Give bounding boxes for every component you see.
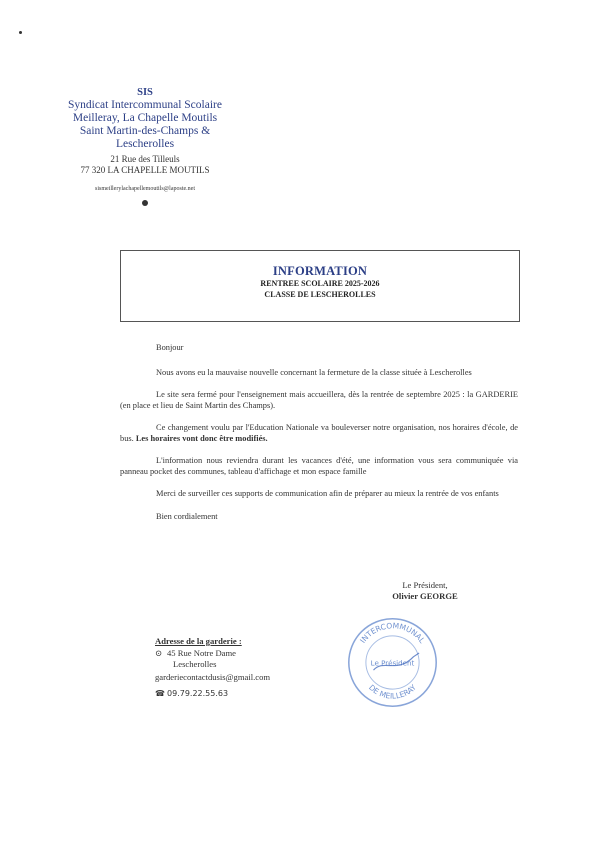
address-line: 77 320 LA CHAPELLE MOUTILS (80, 165, 210, 175)
stamp-top-text: INTERCOMMUNAL (358, 621, 427, 645)
signature-block (380, 580, 470, 602)
garderie-street: 45 Rue Notre Dame (167, 647, 236, 658)
letterhead (55, 86, 235, 206)
paragraph (120, 423, 518, 444)
signatory-role: Le Président, (402, 580, 448, 590)
address-line: 21 Rue des Tilleuls (110, 154, 180, 164)
info-subtitle: RENTREE SCOLAIRE 2025-2026 (260, 279, 380, 288)
garderie-email[interactable]: garderiecontactdusis@gmail.com (155, 671, 271, 682)
signatory-name: Olivier GEORGE (392, 591, 458, 601)
org-name-line: Syndicat Intercommunal Scolaire (68, 99, 222, 111)
org-email[interactable]: sismeillerylachapellemoutils@laposte.net (95, 186, 195, 192)
greeting: Bonjour (156, 343, 184, 352)
org-name-line: Meilleray, La Chapelle Moutils (72, 112, 218, 124)
garderie-phone[interactable]: 09.79.22.55.63 (167, 689, 229, 698)
svg-text:DE MEILLERAY (367, 683, 418, 701)
letter-body (120, 343, 518, 522)
garderie-address-block (155, 636, 270, 700)
paragraph: Nous avons eu la mauvaise nouvelle concernant la fermeture de la classe située à Lescherolles (156, 367, 472, 377)
garderie-phone-row (155, 688, 270, 700)
org-name-line: Saint Martin-des-Champs & (79, 125, 211, 137)
stray-dot (19, 31, 22, 34)
location-pin-icon: ⊙ (155, 647, 163, 658)
official-stamp (345, 615, 440, 710)
telephone-icon: ☎ (155, 689, 165, 698)
stamp-bottom-text: DE MEILLERAY (366, 682, 419, 701)
garderie-title: Adresse de la garderie : (155, 636, 242, 646)
information-box (120, 250, 520, 322)
org-acronym: SIS (137, 87, 153, 98)
stamp-center-text: Le Président (370, 658, 415, 668)
paragraph: Merci de surveiller ces supports de communication afin de préparer au mieux la rentrée de vos enfants (156, 489, 499, 498)
paragraph: L'information nous reviendra durant les vacances d'été, une information vous sera communiquée via panneau pocket des communes, tableau d'affichage et mon espace famille (120, 456, 518, 476)
paragraph: Le site sera fermé pour l'enseignement mais accueillera, dès la rentrée de septembre 2025 : la GARDERIE (en place et lieu de Saint Martin des Champs). (120, 390, 518, 410)
bullet-dot (142, 200, 148, 206)
paragraph-text: Ce changement voulu par l'Education Nationale va bouleverser notre organisation, nos horaires d'école, de bus. (120, 423, 518, 443)
bold-notice: Les horaires vont donc être modifiés. (135, 433, 268, 443)
org-name-line: Lescherolles (115, 138, 175, 150)
info-subtitle: CLASSE DE LESCHEROLLES (264, 290, 376, 299)
svg-text:INTERCOMMUNAL (358, 621, 427, 645)
garderie-street-row (155, 648, 270, 660)
garderie-town: Lescherolles (173, 659, 217, 669)
closing: Bien cordialement (156, 511, 218, 521)
info-title: INFORMATION (272, 264, 368, 278)
